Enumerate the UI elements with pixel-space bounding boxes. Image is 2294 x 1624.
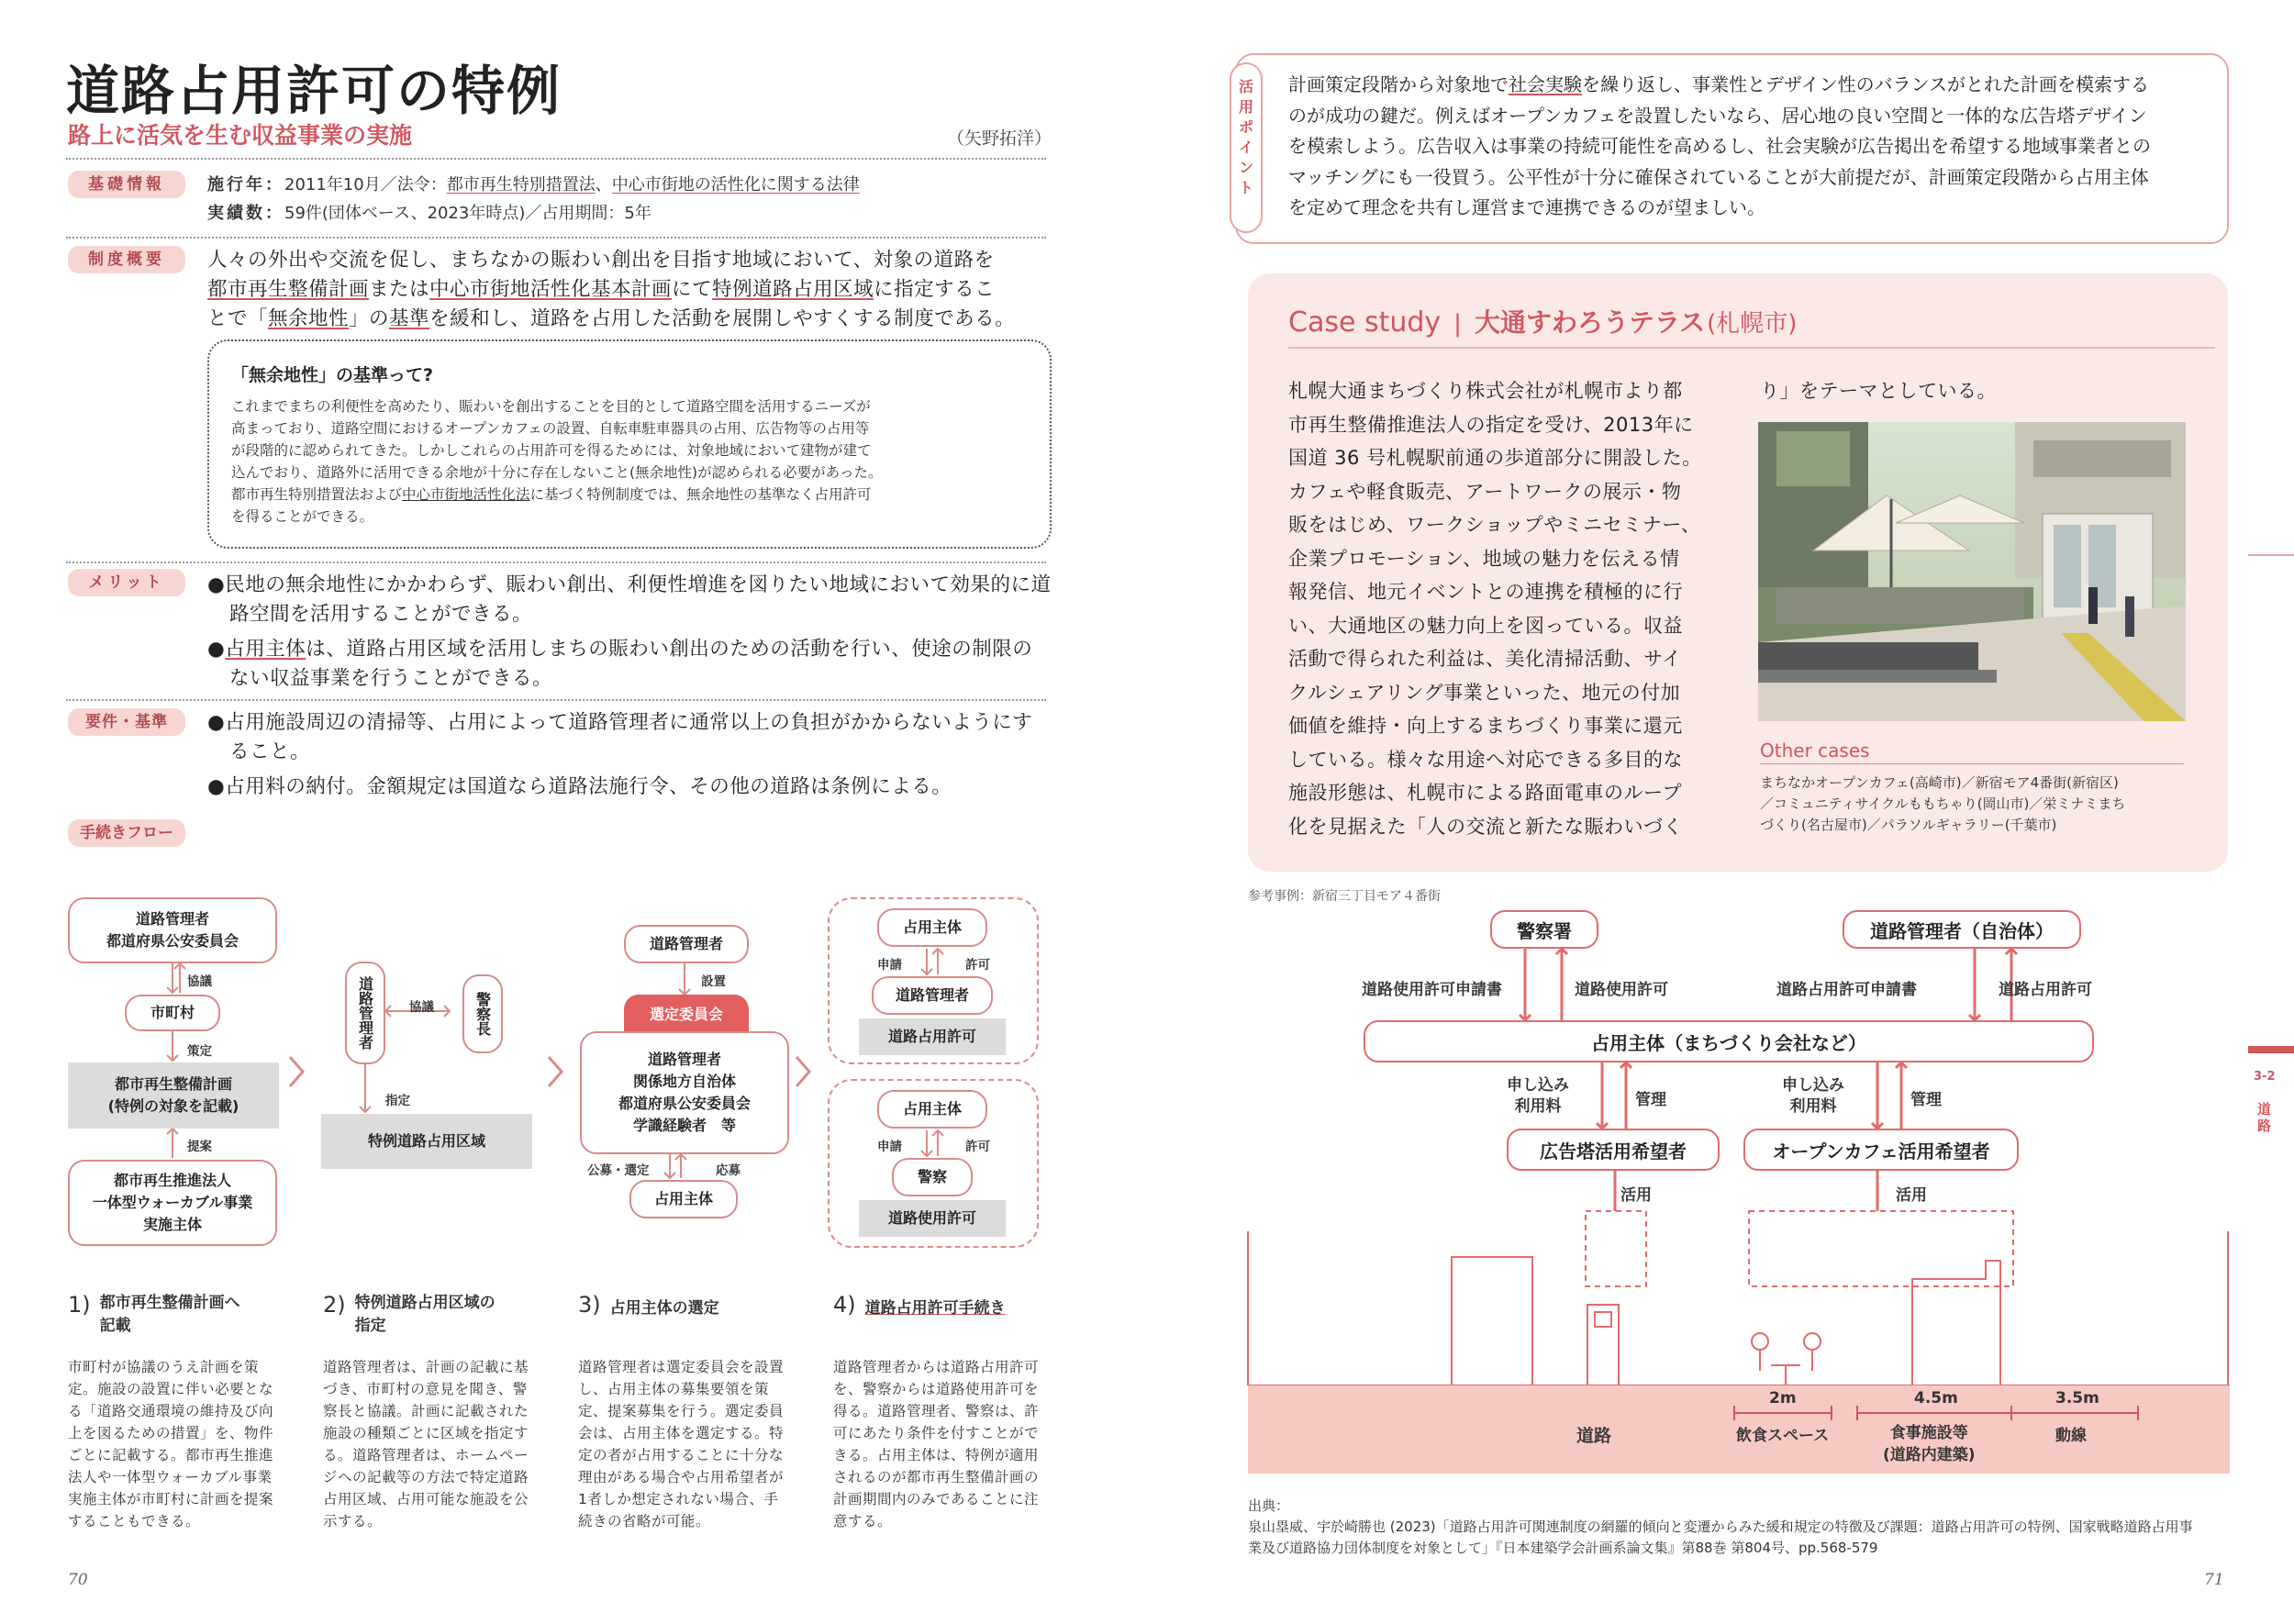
source-label: 出典： — [1248, 1497, 1290, 1514]
step-title: 都市再生整備計画へ 記載 — [99, 1294, 240, 1335]
flow-label: 許可 — [965, 958, 990, 973]
diagram-label: 申し込み 利用料 — [1507, 1076, 1569, 1116]
flow-special-zone: 特例道路占用区域 — [321, 1114, 532, 1169]
case-line: クルシェアリング事業といった、地元の付加 — [1288, 681, 1681, 704]
text: は、道路占用区域を活用しまちの賑わい創出のための活動を行い、使途の制限のない収益事業を行うことができる。 — [229, 638, 1033, 690]
diagram-road-manager: 道路管理者（自治体） — [1843, 910, 2081, 949]
flow-label: 応募 — [716, 1163, 741, 1178]
step-number: 3) — [578, 1292, 601, 1318]
note-line: これまでまちの利便性を高めたり、賑わいを創出することを目的として道路空間を活用するニーズが — [231, 398, 871, 415]
step-text: 市町村が協議のうえ計画を策定。施設の設置に伴い必要となる「道路交通環境の維持及び向上を図るための措置」を、物件ごとに記載する。都市再生推進法人や一体型ウォーカブル事業実施主体が市町村に計画を提案することもできる。 — [68, 1359, 274, 1529]
flow-plan: 都市再生整備計画 (特例の対象を記載) — [68, 1062, 279, 1129]
flow-label: 許可 — [965, 1140, 990, 1154]
term: 特例道路占用区域 — [712, 278, 874, 301]
diagram-open-cafe-user: オープンカフェ活用希望者 — [1743, 1129, 2019, 1171]
dimension-label: 3.5m — [2055, 1389, 2099, 1407]
term: 都市再生整備計画 — [207, 278, 370, 301]
text: 都市再生特別措置法および — [231, 486, 403, 503]
note-line: 高まっており、道路空間におけるオープンカフェの設置、自転車駐車器具の占用、広告物等の占用等 — [231, 420, 870, 437]
merit-item: ●民地の無余地性にかかわらず、賑わい創出、利便性増進を図りたい地域において効果的に道路空間を活用することができる。 — [207, 573, 1052, 626]
case-separator: | — [1453, 310, 1462, 338]
flow-occupant: 占用主体 — [629, 1180, 738, 1218]
requirement-item: ●占用料の納付。金額規定は国道なら道路法施行令、その他の道路は条例による。 — [207, 775, 952, 798]
law-link[interactable]: 中心市街地の活性化に関する法律 — [611, 175, 860, 195]
flow-label: 協議 — [409, 1000, 434, 1015]
point-line: を定めて理念を共有し運営まで連携できるのが望ましい。 — [1288, 196, 1765, 218]
basic-value: 59件(団体ベース、2023年時点)／占用期間：5年 — [284, 204, 651, 223]
step-number: 2) — [323, 1292, 346, 1318]
diagram-eating-space: 飲食スペース — [1736, 1427, 1830, 1445]
flow-committee-members: 道路管理者 関係地方自治体 都道府県公安委員会 学識経験者 等 — [580, 1031, 789, 1154]
other-case-line: まちなかオープンカフェ(高崎市)／新宿モア4番街(新宿区) — [1760, 774, 2119, 791]
flow-police-chief: 警察長 — [462, 974, 503, 1053]
text: を緩和し、道路を占用した活動を展開しやすくする制度である。 — [429, 307, 1016, 330]
step-text: 道路管理者は選定委員会を設置し、占用主体の募集要領を策定、提案募集を行う。選定委員会は、占用主体を選定する。特定の者が占用することに十分な理由がある場合や占用希望者が1者しか想定されない場合、手続きの省略が可能。 — [578, 1359, 785, 1529]
diagram-label: 道路使用許可 — [1575, 981, 1668, 999]
point-line: マッチングにも一役買う。公平性が十分に確保されていることが大前提だが、計画策定段階から占用主体 — [1288, 165, 2149, 188]
case-label: Case study — [1288, 306, 1442, 339]
page-number-right: 71 — [2204, 1571, 2224, 1589]
diagram-walkway: 動線 — [2055, 1427, 2087, 1445]
flow-selection-committee: 選定委員会 — [624, 995, 749, 1031]
case-text-cont: り」をテーマとしている。 — [1760, 380, 1997, 402]
flow-tag: 手続きフロー — [68, 819, 185, 847]
case-line: 活動で得られた利益は、美化清掃活動、サイ — [1288, 648, 1682, 670]
author: （矢野拓洋） — [947, 128, 1052, 149]
term: 社会実験 — [1509, 73, 1582, 95]
step-number: 1) — [68, 1292, 91, 1318]
text: とで「 — [207, 307, 269, 330]
diagram-label: 管理 — [1910, 1091, 1942, 1109]
case-line: 市再生整備推進法人の指定を受け、2013年に — [1288, 413, 1694, 436]
basic-info-tag: 基礎情報 — [68, 171, 185, 198]
diagram-label: 道路占用許可 — [1999, 981, 2092, 999]
dimension-label: 2m — [1769, 1389, 1797, 1407]
requirement-tag: 要件・基準 — [68, 708, 185, 736]
flow-label: 申請 — [877, 1140, 902, 1154]
note-title: 「無余地性」の基準って? — [231, 365, 434, 385]
flow-road-use-permit: 道路使用許可 — [859, 1200, 1006, 1237]
flow-road-manager-v: 道路管理者 — [345, 962, 385, 1064]
point-line: を模索しよう。広告収入は事業の持続可能性を高めるし、社会実験が広告掲出を希望する地域事業者との — [1288, 135, 2151, 157]
flow-occupant-4b: 占用主体 — [877, 1090, 987, 1129]
page-number-left: 70 — [68, 1571, 88, 1589]
flow-label: 提案 — [187, 1140, 212, 1154]
diagram-label: 道路使用許可申請書 — [1362, 981, 1502, 999]
law-link[interactable]: 都市再生特別措置法 — [446, 175, 596, 195]
requirement-item: ●占用施設周辺の清掃等、占用によって道路管理者に通常以上の負担がかからないようにすること。 — [207, 711, 1033, 763]
diagram-label: 申し込み 利用料 — [1782, 1076, 1844, 1116]
source-line: 泉山塁威、宇於崎勝也 (2023)「道路占用許可関連制度の網羅的傾向と変遷からみた緩和規定の特徴及び課題：道路占用許可の特例、国家戦略道路占用事 — [1248, 1518, 2193, 1535]
flow-label: 公募・選定 — [587, 1163, 650, 1178]
step-text: 道路管理者は、計画の記載に基づき、市町村の意見を聞き、警察長と協議。計画に記載された施設の種類ごとに区域を指定する。道路管理者は、ホームページへの記載等の方法で特定道路占用区域、占用可能な施設を公示する。 — [323, 1359, 529, 1529]
case-line: 化を見据えた「人の交流と新たな賑わいづく — [1288, 815, 1683, 838]
basic-label: 施行年： — [207, 175, 284, 195]
diagram-label: 管理 — [1635, 1091, 1666, 1109]
step-title: 道路占用許可手続き — [864, 1299, 1006, 1318]
note-line: を得ることができる。 — [231, 508, 374, 525]
step-title: 占用主体の選定 — [609, 1299, 719, 1318]
separator: 、 — [595, 175, 612, 195]
case-title: 大通すわろうテラス — [1474, 307, 1706, 338]
text: 」の — [349, 307, 390, 330]
text: に指定するこ — [874, 278, 996, 301]
source-line: 業及び道路協力団体制度を対象として」『日本建築学会計画系論文集』第88巻 第804号、pp.568-579 — [1248, 1540, 1878, 1556]
basic-label: 実績数： — [207, 204, 284, 223]
flow-promotion-corp: 都市再生推進法人 一体型ウォーカブル事業 実施主体 — [68, 1160, 277, 1246]
flow-road-occupancy-permit: 道路占用許可 — [859, 1018, 1006, 1055]
term: 占用主体 — [225, 638, 306, 661]
case-line: 札幌大通まちづくり株式会社が札幌市より都 — [1288, 380, 1683, 402]
merit-tag: メリット — [68, 569, 185, 596]
case-line: 施設形態は、札幌市による路面電車のループ — [1288, 782, 1682, 804]
diagram-label: 活用 — [1620, 1186, 1652, 1205]
page-title: 道路占用許可の特例 — [66, 60, 562, 122]
text: を繰り返し、事業性とデザイン性のバランスがとれた計画を模索する — [1582, 73, 2149, 95]
flow-label: 策定 — [187, 1044, 212, 1059]
case-line: い、大通地区の魅力向上を図っている。収益 — [1288, 614, 1683, 637]
step-title: 特例道路占用区域の 指定 — [354, 1294, 496, 1335]
side-section-number: 3-2 — [2254, 1070, 2276, 1084]
flow-label: 指定 — [385, 1094, 410, 1108]
diagram-label: 活用 — [1896, 1186, 1927, 1205]
step-text: 道路管理者からは道路占用許可を、警察からは道路使用許可を得る。道路管理者、警察は、許可にあたり条件を付すことができる。占用主体は、特例が適用されるのが都市再生整備計画の計画期間内のみであることに注意する。 — [833, 1359, 1040, 1529]
flow-label: 設置 — [701, 974, 726, 989]
overview-line: 人々の外出や交流を促し、まちなかの賑わい創出を目指す地域において、対象の道路を — [207, 249, 995, 272]
dimension-label: 4.5m — [1914, 1389, 1958, 1407]
diagram-police-station: 警察署 — [1490, 910, 1598, 949]
diagram-occupant: 占用主体（まちづくり会社など） — [1364, 1020, 2094, 1062]
other-cases-title: Other cases — [1760, 740, 1870, 762]
case-line: カフェや軽食販売、アートワークの展示・物 — [1288, 480, 1682, 503]
text: または — [369, 278, 430, 301]
step-number: 4) — [833, 1292, 856, 1318]
text: にて — [672, 278, 713, 301]
flow-police: 警察 — [892, 1158, 973, 1196]
case-city: (札幌市) — [1707, 310, 1798, 338]
case-line: 価値を維持・向上するまちづくり事業に還元 — [1288, 715, 1683, 737]
term: 無余地性 — [268, 307, 350, 330]
term: 中心市街地活性化基本計画 — [429, 278, 673, 301]
case-line: している。様々な用途へ対応できる多目的な — [1288, 748, 1683, 771]
diagram-road-label: 道路 — [1576, 1426, 1612, 1446]
page-subtitle: 路上に活気を生む収益事業の実施 — [68, 122, 413, 149]
flow-road-manager-4a: 道路管理者 — [872, 976, 993, 1015]
bullet: ● — [207, 638, 226, 661]
reference-note: 参考事例：新宿三丁目モア４番街 — [1248, 889, 1441, 904]
note-line: 込んでおり、道路外に活用できる余地が十分に存在しないこと(無余地性)が認められる必要があった。 — [231, 464, 883, 481]
side-mark — [2248, 554, 2294, 556]
case-line: 報発信、地元イベントとの連携を積極的に行 — [1288, 581, 1683, 603]
point-tab: 活 用 ポ イ ン ト — [1230, 62, 1263, 233]
flow-road-manager-3: 道路管理者 — [624, 925, 749, 963]
other-case-line: づくり(名古屋市)／パラソルギャラリー(千葉市) — [1760, 817, 2057, 833]
text: に基づく特例制度では、無余地性の基準なく占用許可 — [529, 486, 872, 503]
diagram-ad-tower-user: 広告塔活用希望者 — [1507, 1129, 1720, 1171]
side-section-label: 道 路 — [2257, 1101, 2272, 1134]
flow-label: 協議 — [187, 974, 212, 989]
text: 計画策定段階から対象地で — [1288, 73, 1509, 95]
basic-value: 2011年10月／法令： — [284, 175, 447, 195]
point-line: のが成功の鍵だ。例えばオープンカフェを設置したいなら、居心地の良い空間と一体的な広告塔デザイン — [1288, 104, 2147, 127]
note-line: が段階的に認められてきた。しかしこれらの占用許可を得るためには、対象地域において建物が建て — [231, 442, 872, 459]
case-line: 企業プロモーション、地域の魅力を伝える情 — [1288, 547, 1680, 570]
flow-occupant-4a: 占用主体 — [877, 908, 987, 947]
other-case-line: ／コミュニティサイクルももちゃり(岡山市)／栄ミナミまち — [1760, 795, 2126, 812]
case-line: 国道 36 号札幌駅前通の歩道部分に開設した。 — [1288, 447, 1702, 469]
source — [1248, 1496, 2239, 1559]
term: 中心市街地活性化法 — [402, 486, 530, 503]
diagram-food-facility: 食事施設等 (道路内建築) — [1883, 1424, 1976, 1464]
case-line: 販をはじめ、ワークショップやミニセミナー、 — [1288, 514, 1701, 536]
overview-tag: 制度概要 — [68, 246, 185, 273]
flow-road-manager: 道路管理者 都道府県公安委員会 — [68, 897, 277, 963]
side-tab — [2248, 1046, 2294, 1053]
diagram-label: 道路占用許可申請書 — [1776, 981, 1917, 999]
flow-municipality: 市町村 — [125, 995, 220, 1031]
flow-label: 申請 — [877, 958, 902, 973]
term: 基準 — [389, 307, 430, 330]
